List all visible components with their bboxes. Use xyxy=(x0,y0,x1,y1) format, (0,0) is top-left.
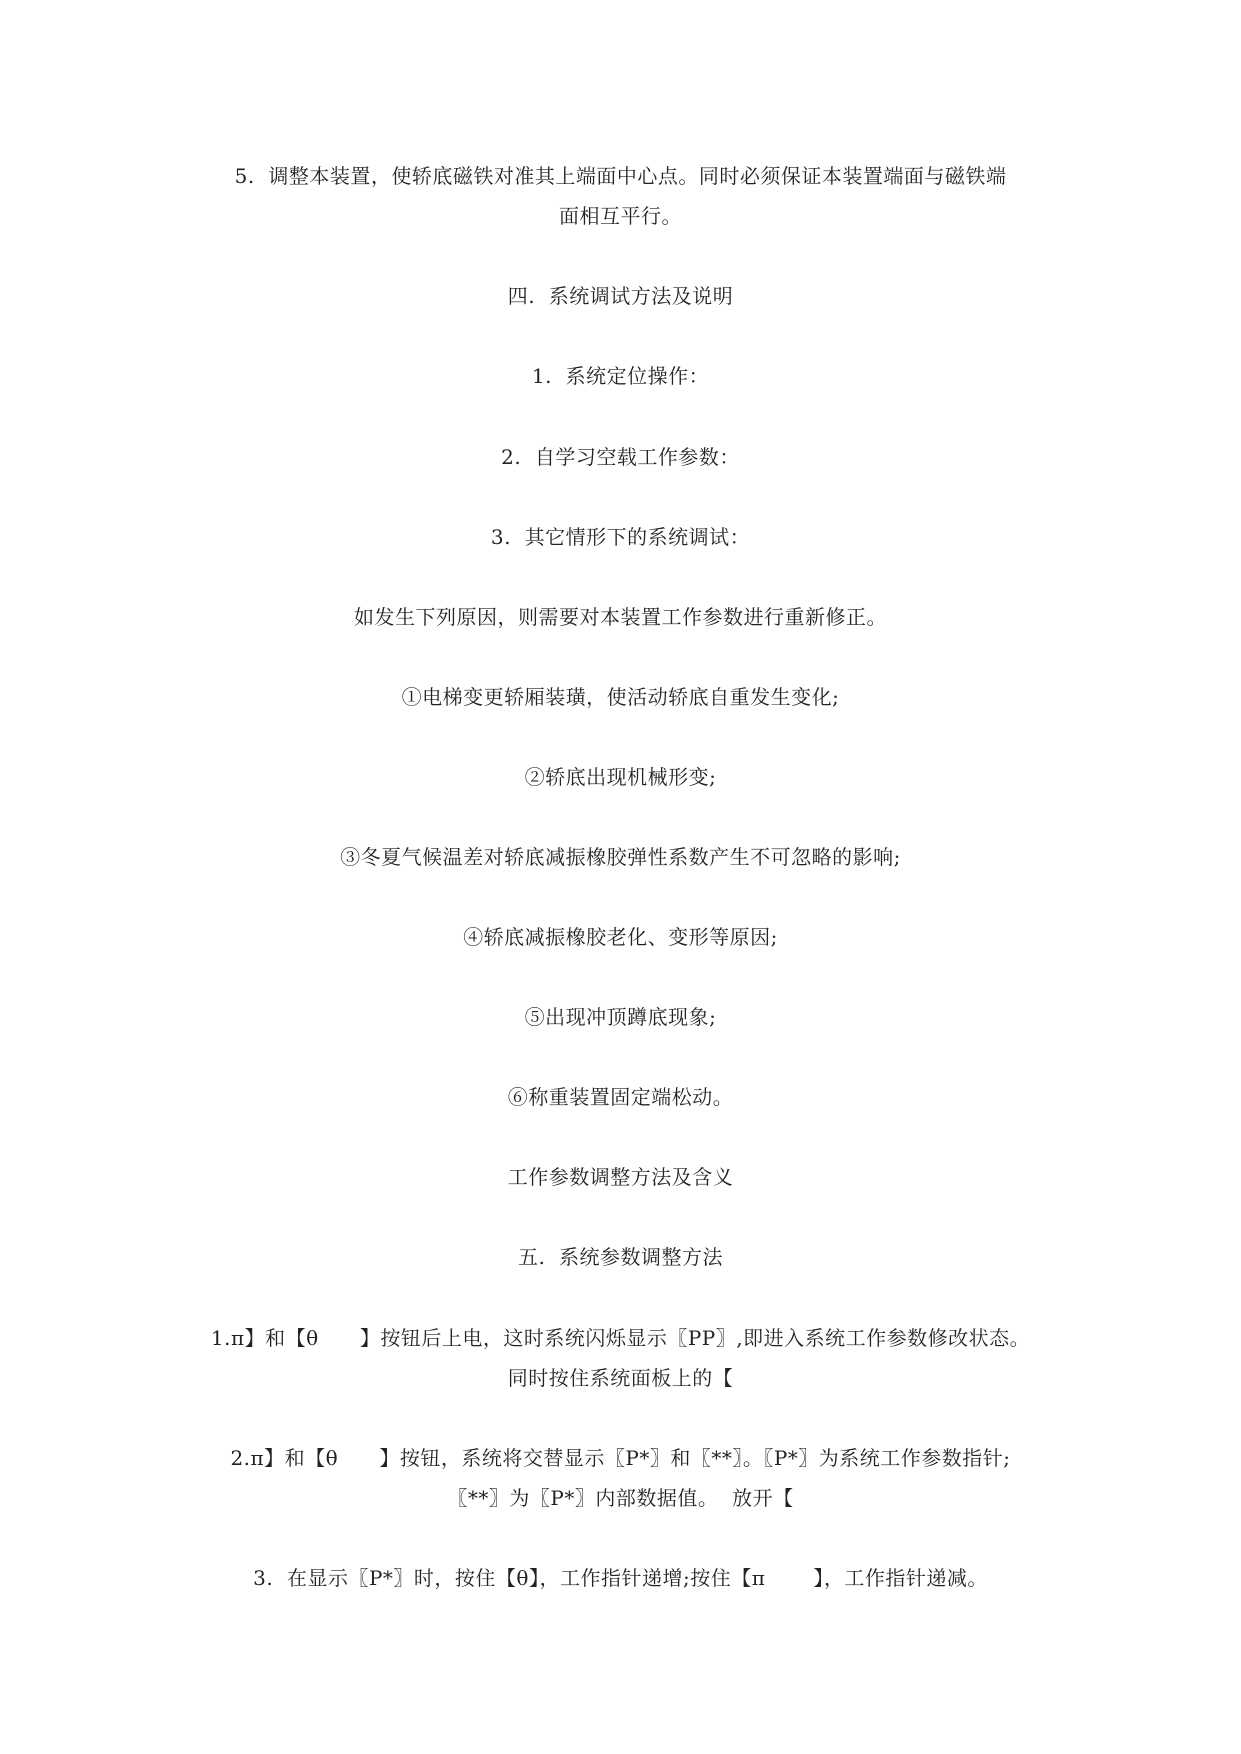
section-4-heading: 四. 系统调试方法及说明 xyxy=(507,284,734,308)
reason-3: ③冬夏气候温差对轿底减振橡胶弹性系数产生不可忽略的影响; xyxy=(340,845,901,869)
intro-paragraph: 如发生下列原因，则需要对本装置工作参数进行重新修正。 xyxy=(354,605,887,629)
section-5-heading: 五. 系统参数调整方法 xyxy=(517,1245,724,1269)
step-3-heading: 3. 其它情形下的系统调试： xyxy=(490,525,751,549)
adjust-step-3: 3. 在显示〖P*〗时，按住【θ】，工作指针递增;按住【π 】，工作指针递减。 xyxy=(253,1566,988,1590)
reason-5: ⑤出现冲顶蹲底现象; xyxy=(524,1005,717,1029)
reason-2: ②轿底出现机械形变; xyxy=(524,765,717,789)
step-2-heading: 2. 自学习空载工作参数： xyxy=(501,445,740,469)
reason-4: ④轿底减振橡胶老化、变形等原因; xyxy=(463,925,778,949)
params-subheading: 工作参数调整方法及含义 xyxy=(507,1165,734,1189)
adjust-step-2-line-1: 2.π】和【θ 】按钮，系统将交替显示〖P*〗和〖**〗。〖P*〗为系统工作参数指针; xyxy=(230,1446,1011,1470)
adjust-step-2-line-2: 〖**〗为〖P*〗内部数据值。 放开【 xyxy=(447,1486,794,1510)
item-5-line-2: 面相互平行。 xyxy=(559,204,682,228)
item-5-line-1: 5. 调整本装置，使轿底磁铁对准其上端面中心点。同时必须保证本装置端面与磁铁端 xyxy=(234,164,1007,188)
reason-1: ①电梯变更轿厢装璜，使活动轿底自重发生变化; xyxy=(401,685,840,709)
step-1-heading: 1. 系统定位操作： xyxy=(531,364,710,388)
adjust-step-1-line-2: 同时按住系统面板上的【 xyxy=(507,1366,734,1390)
adjust-step-1-line-1: 1.π】和【θ 】按钮后上电，这时系统闪烁显示〖PP〗,即进入系统工作参数修改状态。 xyxy=(210,1326,1031,1350)
reason-6: ⑥称重装置固定端松动。 xyxy=(507,1085,734,1109)
